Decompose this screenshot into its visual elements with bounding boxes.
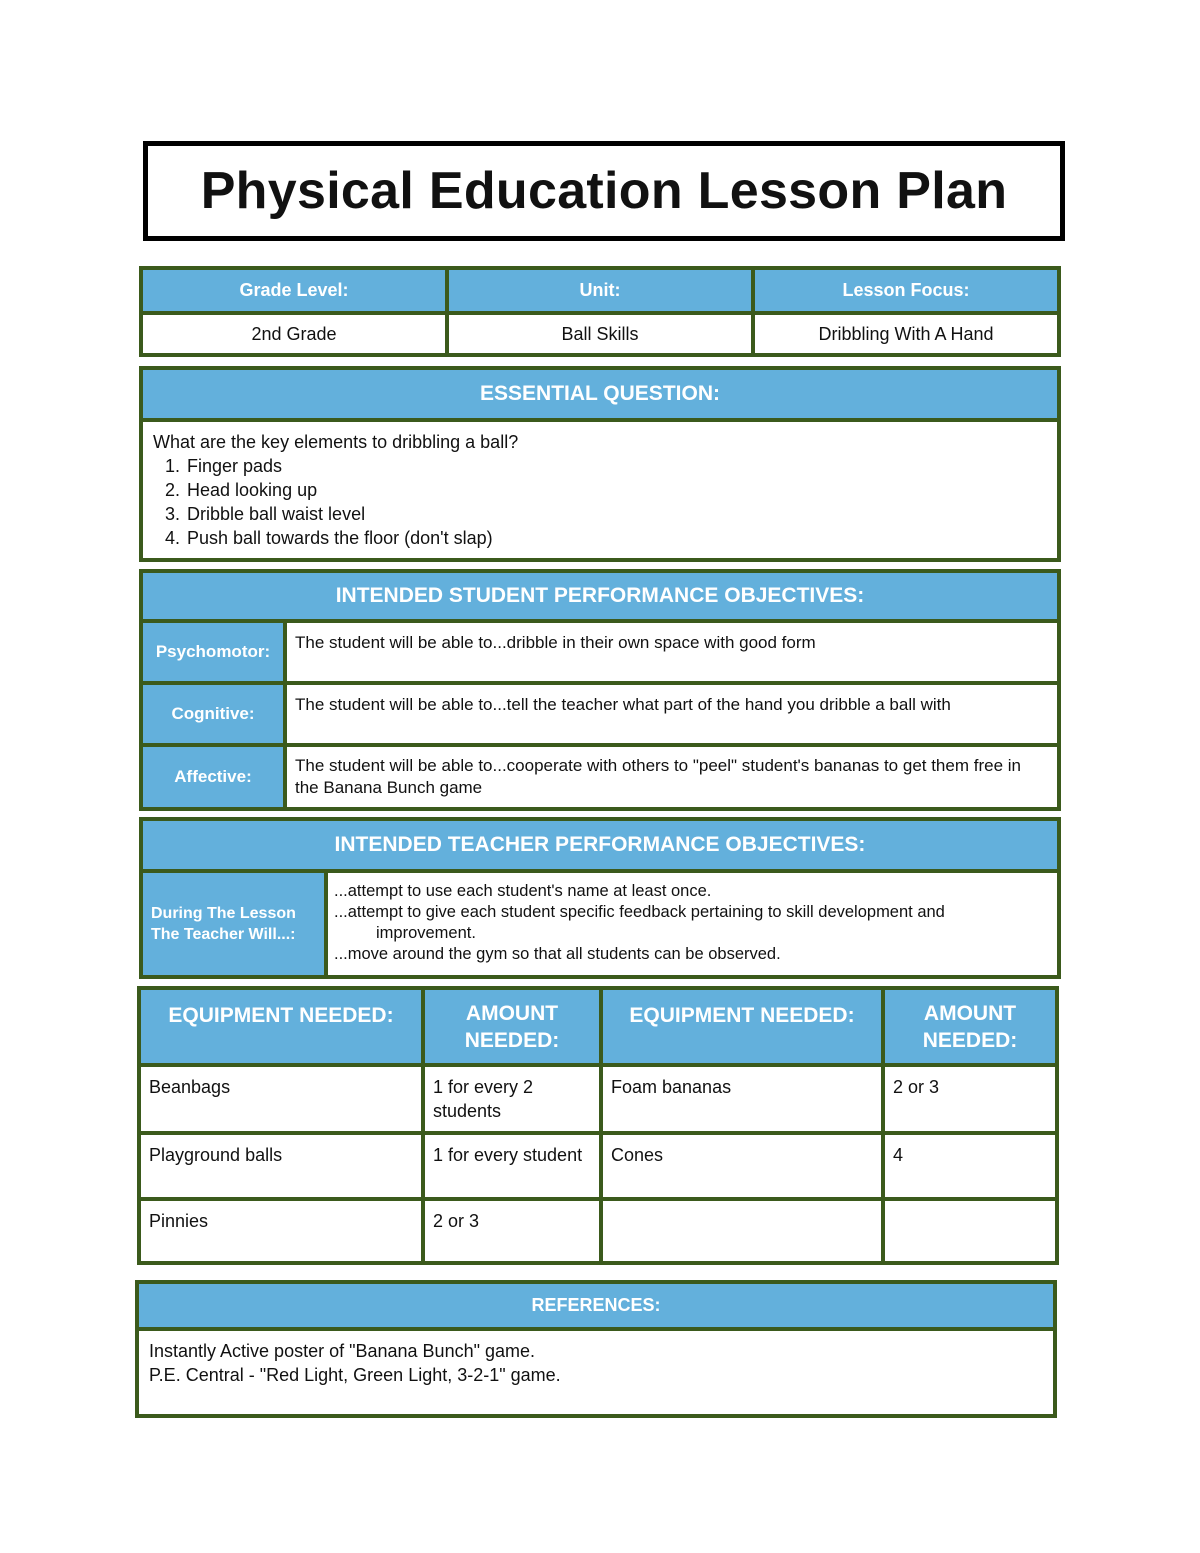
equipment-table	[137, 986, 1059, 1265]
info-section	[139, 266, 1061, 357]
amount-cell: 2 or 3	[883, 1065, 1057, 1133]
info-table	[139, 266, 1061, 357]
amount-cell: 1 for every 2 students	[423, 1065, 601, 1133]
reference-line: P.E. Central - "Red Light, Green Light, 3-2-1" game.	[149, 1365, 561, 1385]
teacher-objectives-body	[326, 871, 1059, 977]
references-table	[135, 1280, 1057, 1418]
amount-header: AMOUNT NEEDED:	[883, 988, 1057, 1065]
list-item: 2. Head looking up	[185, 478, 1047, 502]
amount-cell: 1 for every student	[423, 1133, 601, 1199]
equipment-cell: Beanbags	[139, 1065, 423, 1133]
student-objectives-table	[139, 569, 1061, 811]
teacher-will-label: During The Lesson The Teacher Will...:	[141, 871, 326, 977]
equipment-header: EQUIPMENT NEEDED:	[601, 988, 883, 1065]
lesson-focus-header: Lesson Focus:	[753, 268, 1059, 313]
amount-cell: 4	[883, 1133, 1057, 1199]
grade-level-value: 2nd Grade	[141, 313, 447, 355]
essential-question-table	[139, 366, 1061, 562]
affective-text: The student will be able to...cooperate with others to "peel" student's bananas to get them free in the Banana Bunch game	[285, 745, 1059, 809]
essential-question-section	[139, 366, 1061, 557]
equipment-section	[137, 986, 1059, 1265]
equipment-cell: Cones	[601, 1133, 883, 1199]
teacher-objective-line: ...move around the gym so that all students can be observed.	[334, 945, 781, 963]
equipment-cell: Foam bananas	[601, 1065, 883, 1133]
equipment-cell: Playground balls	[139, 1133, 423, 1199]
references-body	[137, 1329, 1055, 1416]
teacher-objective-line: ...attempt to use each student's name at least once.	[334, 882, 712, 900]
references-header: REFERENCES:	[137, 1282, 1055, 1329]
amount-cell: 2 or 3	[423, 1199, 601, 1263]
cognitive-text: The student will be able to...tell the teacher what part of the hand you dribble a ball with	[285, 683, 1059, 745]
teacher-objectives-section	[139, 817, 1061, 979]
psychomotor-label: Psychomotor:	[141, 621, 285, 683]
title-box	[143, 141, 1065, 241]
teacher-objective-line: ...attempt to give each student specific feedback pertaining to skill development and	[334, 903, 945, 921]
essential-question-text: What are the key elements to dribbling a ball?	[153, 432, 519, 452]
lesson-focus-value: Dribbling With A Hand	[753, 313, 1059, 355]
amount-cell	[883, 1199, 1057, 1263]
list-item: 4. Push ball towards the floor (don't slap)	[185, 526, 1047, 550]
teacher-objectives-table	[139, 817, 1061, 979]
teacher-objective-line: improvement.	[376, 924, 476, 942]
equipment-cell	[601, 1199, 883, 1263]
cognitive-label: Cognitive:	[141, 683, 285, 745]
list-item: 3. Dribble ball waist level	[185, 502, 1047, 526]
affective-label: Affective:	[141, 745, 285, 809]
equipment-header: EQUIPMENT NEEDED:	[139, 988, 423, 1065]
grade-level-header: Grade Level:	[141, 268, 447, 313]
references-section	[135, 1280, 1057, 1418]
list-item: 1. Finger pads	[185, 454, 1047, 478]
psychomotor-text: The student will be able to...dribble in their own space with good form	[285, 621, 1059, 683]
equipment-cell: Pinnies	[139, 1199, 423, 1263]
essential-question-header: ESSENTIAL QUESTION:	[141, 368, 1059, 420]
unit-header: Unit:	[447, 268, 753, 313]
key-elements-list	[153, 454, 1047, 550]
page-title: Physical Education Lesson Plan	[200, 162, 1008, 220]
reference-line: Instantly Active poster of "Banana Bunch" game.	[149, 1341, 536, 1361]
unit-value: Ball Skills	[447, 313, 753, 355]
essential-question-body	[141, 420, 1059, 560]
student-objectives-section	[139, 569, 1061, 808]
teacher-objectives-header: INTENDED TEACHER PERFORMANCE OBJECTIVES:	[141, 819, 1059, 871]
amount-header: AMOUNT NEEDED:	[423, 988, 601, 1065]
student-objectives-header: INTENDED STUDENT PERFORMANCE OBJECTIVES:	[141, 571, 1059, 621]
